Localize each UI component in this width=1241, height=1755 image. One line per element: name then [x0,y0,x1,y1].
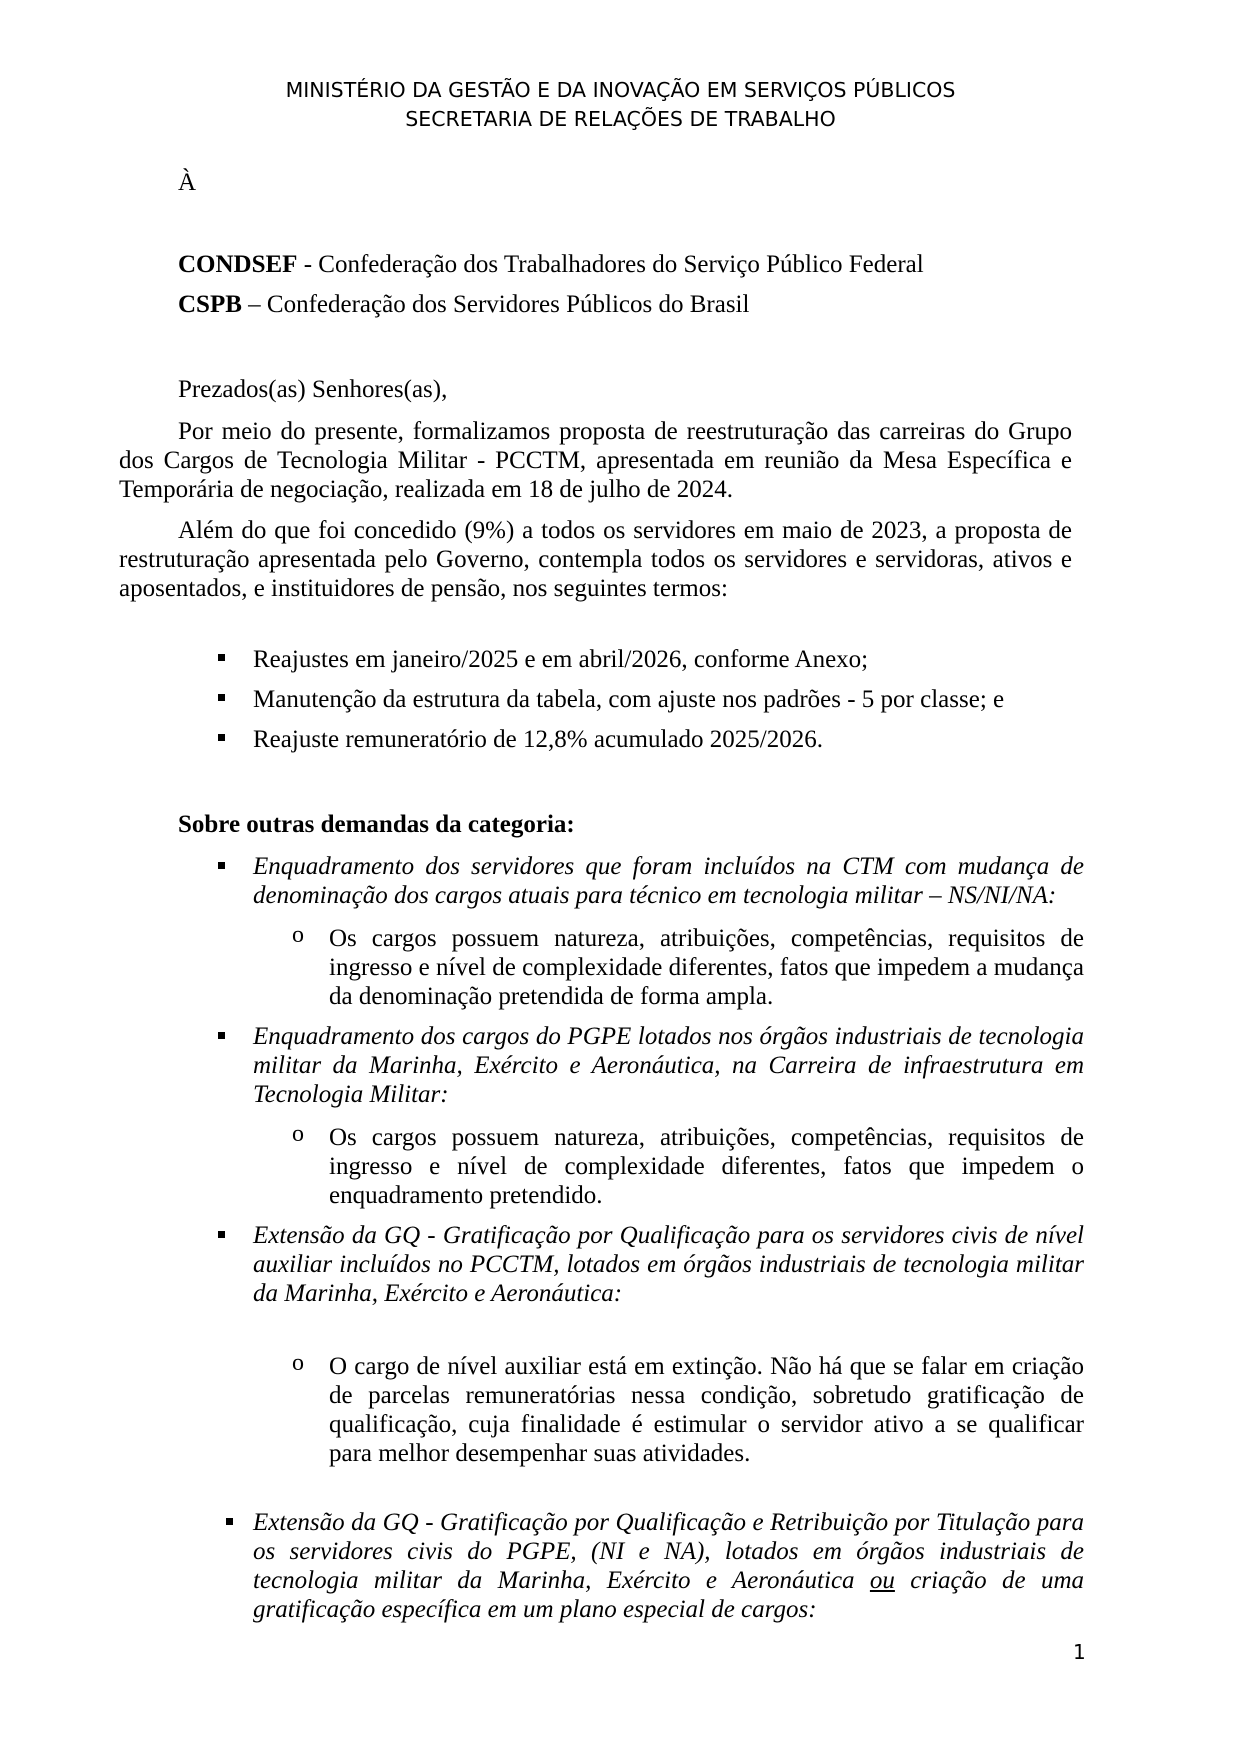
page-number: 1 [1073,1640,1086,1664]
recipient-cspb-abbr: CSPB [178,291,242,318]
bullet-marker [218,694,225,701]
secretariat-header: SECRETARIA DE RELAÇÕES DE TRABALHO [405,107,836,131]
salutation: Prezados(as) Senhores(as), [178,376,448,403]
demand-item-1-response: Os cargos possuem natureza, atribuições, competências, requisitos de ingresso e nível de complexidade diferentes, fatos que impedem a mudança da denominação pretendida de forma ampla. [329,925,1084,1010]
recipient-condsef-name: - Confederação dos Trabalhadores do Serviço Público Federal [297,251,924,278]
sub-bullet-marker: o [292,1350,304,1376]
recipient-condsef [178,250,924,279]
recipient-cspb-name: – Confederação dos Servidores Públicos do Brasil [241,291,750,318]
demand-item-3: Extensão da GQ - Gratificação por Qualificação para os servidores civis de nível auxiliar incluídos no PCCTM, lotados em órgãos industriais de tecnologia militar da Marinha, Exército e Aeronáutica: [253,1222,1084,1307]
or-underlined: ou [869,1567,895,1594]
bullet-marker [218,1231,225,1238]
sub-bullet-marker: o [292,1121,304,1147]
ministry-header: MINISTÉRIO DA GESTÃO E DA INOVAÇÃO EM SERVIÇOS PÚBLICOS [285,78,956,102]
paragraph-proposal: Por meio do presente, formalizamos proposta de reestruturação das carreiras do Grupo dos Cargos de Tecnologia Militar - PCCTM, apresentada em reunião da Mesa Específica e Temporária de negociação, realizada em 18 de julho de 2024. [119,418,1072,503]
recipient-condsef-abbr: CONDSEF [178,251,298,278]
bullet-marker [218,1032,225,1039]
recipient-cspb [178,290,749,319]
demand-item-4: Extensão da GQ - Gratificação por Qualificação e Retribuição por Titulação para os servidores civis do PGPE, (NI e NA), lotados em órgãos industriais de tecnologia militar da Marinha, Exército e Aeronáutica ou criação de uma gratificação específica em um plano especial de cargos: [253,1509,1084,1623]
paragraph-scope: Além do que foi concedido (9%) a todos os servidores em maio de 2023, a proposta de restruturação apresentada pelo Governo, contempla todos os servidores e servidoras, ativos e aposentados, e instituidores de pensão, nos seguintes termos: [119,517,1072,602]
sub-bullet-marker: o [292,922,304,948]
bullet-marker [226,1518,233,1525]
demand-item-3-response: O cargo de nível auxiliar está em extinção. Não há que se falar em criação de parcelas remuneratórias nessa condição, sobretudo gratificação de qualificação, cuja finalidade é estimular o servidor ativo a se qualificar para melhor desempenhar suas atividades. [329,1353,1084,1467]
demand-item-2: Enquadramento dos cargos do PGPE lotados nos órgãos industriais de tecnologia militar da Marinha, Exército e Aeronáutica, na Carreira de infraestrutura em Tecnologia Militar: [253,1023,1084,1108]
bullet-marker [218,862,225,869]
bullet-marker [218,734,225,741]
bullet-marker [218,654,225,661]
demand-item-2-response: Os cargos possuem natureza, atribuições, competências, requisitos de ingresso e nível de complexidade diferentes, fatos que impedem o enquadramento pretendido. [329,1124,1084,1209]
bullet-item-1: Reajustes em janeiro/2025 e em abril/2026, conforme Anexo; [253,646,869,673]
bullet-item-2: Manutenção da estrutura da tabela, com ajuste nos padrões - 5 por classe; e [253,686,1005,713]
demand-item-1: Enquadramento dos servidores que foram incluídos na CTM com mudança de denominação dos cargos atuais para técnico em tecnologia militar – NS/NI/NA: [253,853,1084,909]
demands-heading: Sobre outras demandas da categoria: [178,811,575,838]
address-to: À [178,169,197,196]
bullet-item-3: Reajuste remuneratório de 12,8% acumulado 2025/2026. [253,726,823,753]
